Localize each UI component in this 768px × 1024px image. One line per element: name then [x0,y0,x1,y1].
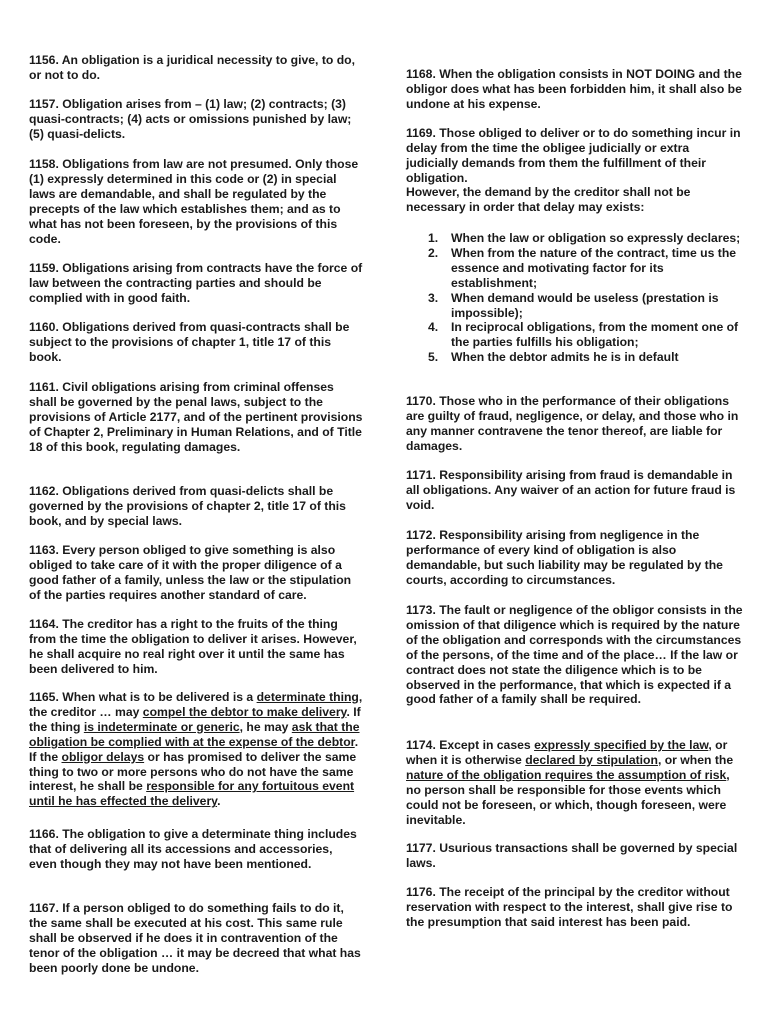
article-1163 [29,543,363,603]
article-text: 1176. The receipt of the principal by the creditor without reservation with respect to the interest, shall give rise to the presumption that said interest has been paid. [406,885,733,929]
article-text: 1161. Civil obligations arising from criminal offenses shall be governed by the penal laws, subject to the provisions of Article 2177, and of the pertinent provisions of Chapter 2, Preliminary in Human Relations, and of Title 18 of this book, regulating damages. [29,380,363,454]
article-text: 1174. Except in cases [406,738,535,752]
list-number: 2. [428,245,439,260]
article-text: 1159. Obligations arising from contracts have the force of law between the contracting parties and should be complied with in good faith. [29,261,363,305]
article-text: 1173. The fault or negligence of the obligor consists in the omission of that diligence which is required by the nature of the obligation and corresponds with the circumstances of the persons, of the time and of the place… If the law or contract does not state the diligence which is to be observed in the performance, that which is expected if a good father of a family shall be required. [406,603,743,707]
article-1173 [406,603,744,707]
list-text: When from the nature of the contract, time us the essence and motivating factor for its establishment; [451,245,737,290]
list-text: When demand would be useless (prestation is impossible); [451,290,719,320]
article-text: . If the thing [29,704,361,734]
list-number: 4. [428,320,439,335]
article-1177 [406,841,744,871]
underlined-phrase: responsible for any fortuitous event until he has effected the delivery [29,779,355,809]
list-text: When the law or obligation so expressly declares; [451,231,741,245]
underlined-phrase: declared by stipulation [525,752,658,767]
article-1160 [29,320,363,365]
list-number: 1. [428,231,439,245]
article-1174 [406,738,744,827]
article-text: , the creditor … may [29,690,363,719]
list-item [406,231,744,246]
article-text: 1165. When what is to be delivered is a [29,690,257,704]
underlined-phrase: is indeterminate or generic [83,719,240,734]
list-text: In reciprocal obligations, from the moment one of the parties fulfills his obligation; [451,320,739,350]
underlined-phrase: nature of the obligation requires the assumption of risk [406,767,727,782]
article-text: 1162. Obligations derived from quasi-delicts shall be governed by the provisions of chapter 2, title 17 of this book, and by special laws. [29,484,346,528]
underlined-phrase: determinate thing [256,690,359,704]
article-text: 1164. The creditor has a right to the fruits of the thing from the time the obligation to deliver it arises. However, he shall acquire no real right over it until the same has been delivered to him. [29,617,357,676]
list-item [406,246,744,291]
article-1171 [406,468,744,513]
article-text: or has promised to deliver the same thing to two or more persons who do not have the same interest, he shall be [29,749,357,794]
article-1165 [29,690,363,809]
underlined-phrase: obligor delays [61,749,145,764]
list-number: 5. [428,350,439,365]
article-1157 [29,97,363,142]
article-text: . If the [29,734,359,764]
article-1156 [29,53,363,83]
article-text: 1171. Responsibility arising from fraud is demandable in all obligations. Any waiver of an action for future fraud is void. [406,468,736,512]
list-item [406,291,744,321]
list-number: 3. [428,290,439,305]
article-1162 [29,484,363,529]
article-1167 [29,901,363,976]
article-1176 [406,885,744,930]
article-1169 [406,126,744,186]
article-text: 1160. Obligations derived from quasi-contracts shall be subject to the provisions of chapter 1, title 17 of this book. [29,320,350,364]
article-1166 [29,827,363,872]
article-1159 [29,261,363,306]
underlined-phrase: expressly specified by the law [534,738,709,752]
article-text: 1166. The obligation to give a determinate thing includes that of delivering all its accessions and accessories, even though they may not have been mentioned. [29,827,357,871]
article-text: . [217,794,221,809]
article-1161 [29,380,363,455]
list-item [406,350,744,365]
article-text: 1168. When the obligation consists in NOT DOING and the obligor does what has been forbidden him, it shall also be undone at his expense. [406,67,742,111]
article-text: 1157. Obligation arises from – (1) law; (2) contracts; (3) quasi-contracts; (4) acts or omissions punished by law; (5) quasi-delicts. [29,97,352,141]
article-text: However, the demand by the creditor shall not be necessary in order that delay may exists: [406,185,691,214]
article-text: 1169. Those obliged to deliver or to do something incur in delay from the time the obligee judicially or extra judicially demands from them the fulfillment of their obligation. [406,126,741,185]
list-text: When the debtor admits he is in default [451,350,679,365]
article-text: 1170. Those who in the performance of their obligations are guilty of fraud, negligence, or delay, and those who in any manner contravene the tenor thereof, are liable for damages. [406,394,739,453]
underlined-phrase: ask that the obligation be complied with at the expense of the debtor [29,719,360,749]
article-text: 1156. An obligation is a juridical necessity to give, to do, or not to do. [29,53,355,82]
article-1168 [406,67,744,112]
article-1169-however [406,185,744,215]
delay-exceptions-list [406,231,744,365]
article-text: 1163. Every person obliged to give something is also obliged to take care of it with the proper diligence of a good father of a family, unless the law or the stipulation of the parties requires another standard of care. [29,543,352,602]
article-text: , or when it is otherwise [406,738,728,767]
article-1158 [29,157,363,246]
underlined-phrase: compel the debtor to make delivery [142,704,347,719]
list-item [406,320,744,350]
article-1170 [406,394,744,454]
article-1172 [406,528,744,588]
article-1164 [29,617,363,677]
article-text: , no person shall be responsible for those events which could not be foreseen, or which, though foreseen, were inevitable. [406,767,730,827]
article-text: 1172. Responsibility arising from negligence in the performance of every kind of obligation is also demandable, but such liability may be regulated by the courts, according to circumstances. [406,528,723,587]
article-text: 1177. Usurious transactions shall be governed by special laws. [406,841,738,870]
article-text: , or when the [657,752,734,767]
article-text: 1158. Obligations from law are not presumed. Only those (1) expressly determined in this code or (2) in special laws are demandable, and shall be regulated by the precepts of the law which establishes them; and as to what has not been foreseen, by the provisions of this code. [29,157,359,246]
article-text: 1167. If a person obliged to do something fails to do it, the same shall be executed at his cost. This same rule shall be observed if he does it in contravention of the tenor of the obligation … it may be decreed that what has been poorly done be undone. [29,901,361,975]
article-text: , he may [239,719,292,734]
